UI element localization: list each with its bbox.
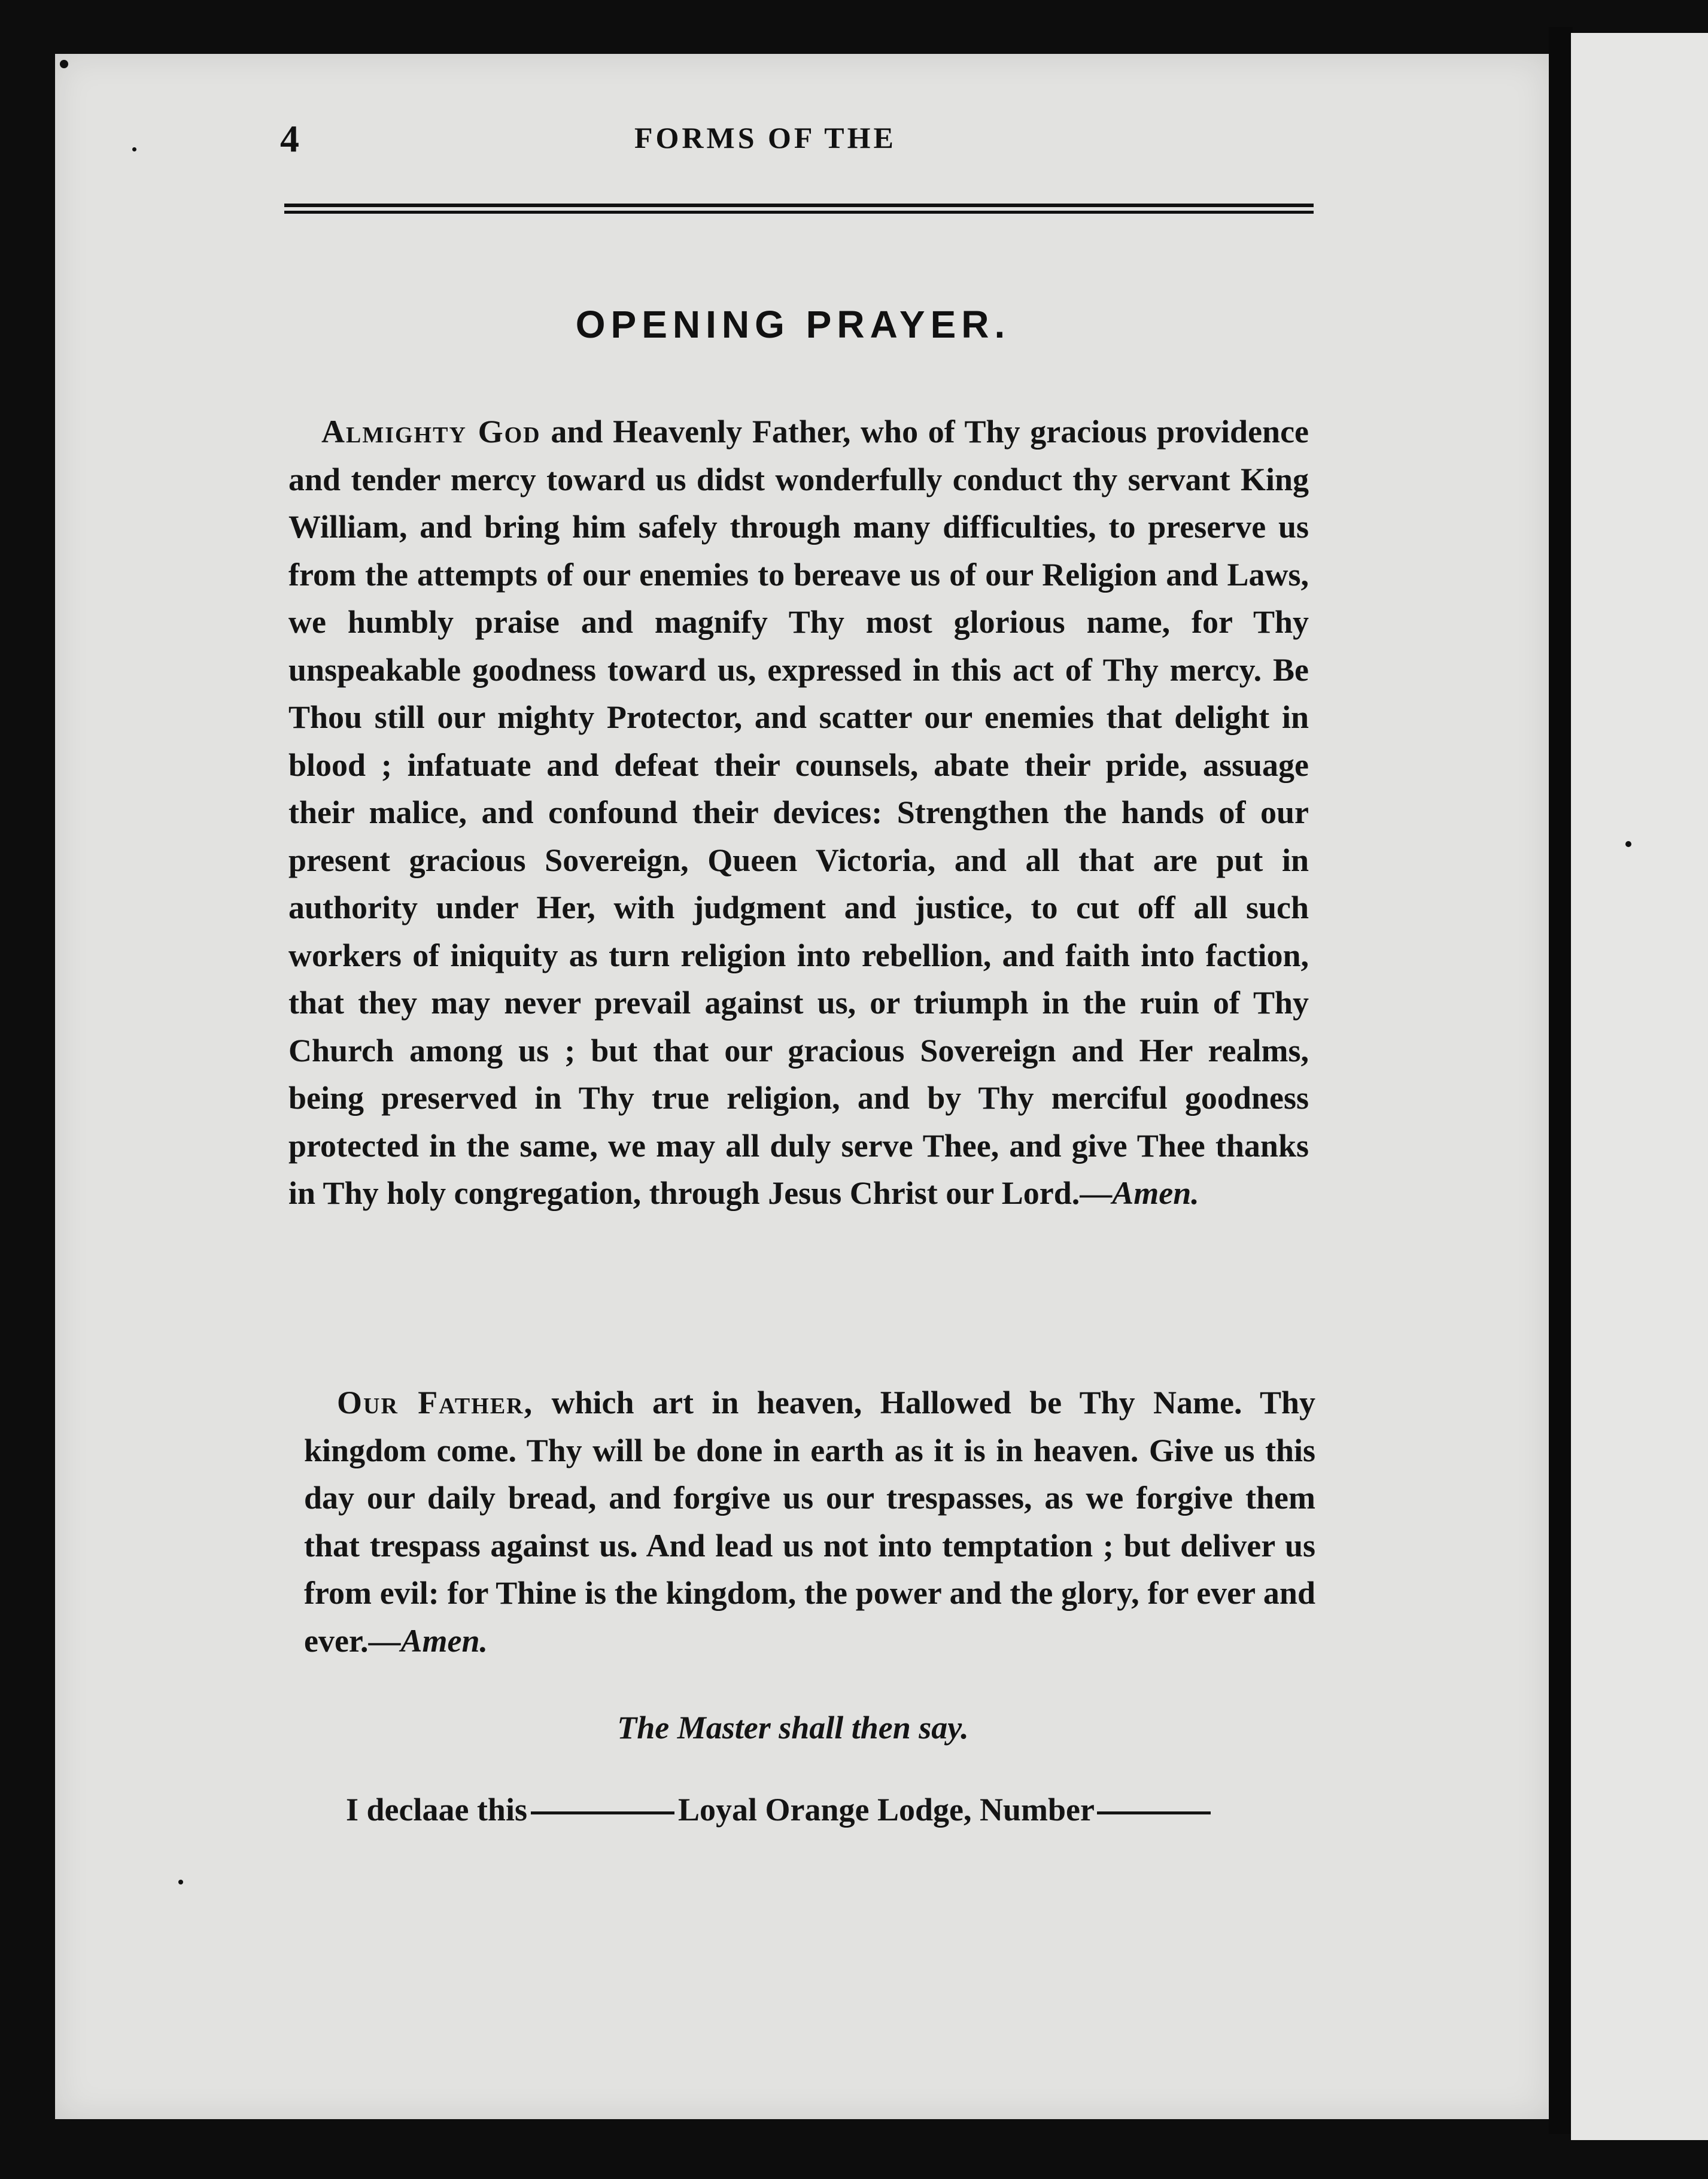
declaration-line [346,1791,1327,1828]
lords-prayer-lead-caps: Our Father, [337,1385,534,1421]
print-speck [60,60,68,68]
lords-prayer-amen: Amen. [400,1622,488,1659]
page-number: 4 [280,117,299,160]
print-speck [132,147,136,151]
blank-line-lodge-name [531,1811,674,1814]
declaration-part-2: Loyal Orange Lodge, Number [678,1792,1095,1828]
header-rule-thin [284,211,1314,214]
prayer-lead-caps: Almighty God [321,414,541,450]
lords-prayer-paragraph [304,1379,1315,1665]
print-speck [178,1880,183,1884]
running-title: FORMS OF THE [634,121,896,154]
prayer-text: and Heavenly Father, who of Thy gracious providence and tender mercy toward us didst wonderfully conduct thy servant King William, and bring him safely through many difficulties, to preserve us from the attempts of our enemies to bereave us of our Religion and Laws, we humbly praise and magnify Thy most glorious name, for Thy unspeakable goodness toward us, expressed in this act of Thy mercy. Be Thou still our mighty Protector, and scatter our enemies that delight in blood ; infatuate and defeat their counsels, abate their pride, assuage their malice, and confound their devices: Strengthen the hands of our present gracious Sovereign, Queen Victoria, and all that are put in authority under Her, with judgment and justice, to cut off all such workers of iniquity as turn religion into rebellion, and faith into faction, that they may never prevail against us, or triumph in the ruin of Thy Church among us ; but that our gracious Sovereign and Her realms, being preserved in Thy true religion, and by Thy merciful goodness protected in the same, we may all duly serve Thee, and give Thee thanks in Thy holy congregation, through Jesus Christ our Lord.— [288,414,1309,1211]
running-head [280,117,1297,159]
blank-line-lodge-number [1097,1811,1211,1814]
prayer-amen: Amen. [1112,1175,1199,1211]
print-speck [1625,841,1631,847]
declaration-part-1: I declaae this [346,1792,527,1828]
opening-prayer-paragraph [288,408,1309,1218]
rubric-instruction: The Master shall then say. [617,1710,969,1746]
section-heading: OPENING PRAYER. [575,303,1011,346]
page-gutter [1549,27,1573,2134]
lords-prayer-text: which art in heaven, Hallowed be Thy Name. Thy kingdom come. Thy will be done in earth as it is in heaven. Give us this day our daily bread, and forgive us our trespasses, as we forgive them that trespass against us. And lead us not into temptation ; but deliver us from evil: for Thine is the kingdom, the power and the glory, for ever and ever.— [304,1385,1315,1659]
header-rule-thick [284,204,1314,207]
facing-page-edge [1571,33,1708,2140]
